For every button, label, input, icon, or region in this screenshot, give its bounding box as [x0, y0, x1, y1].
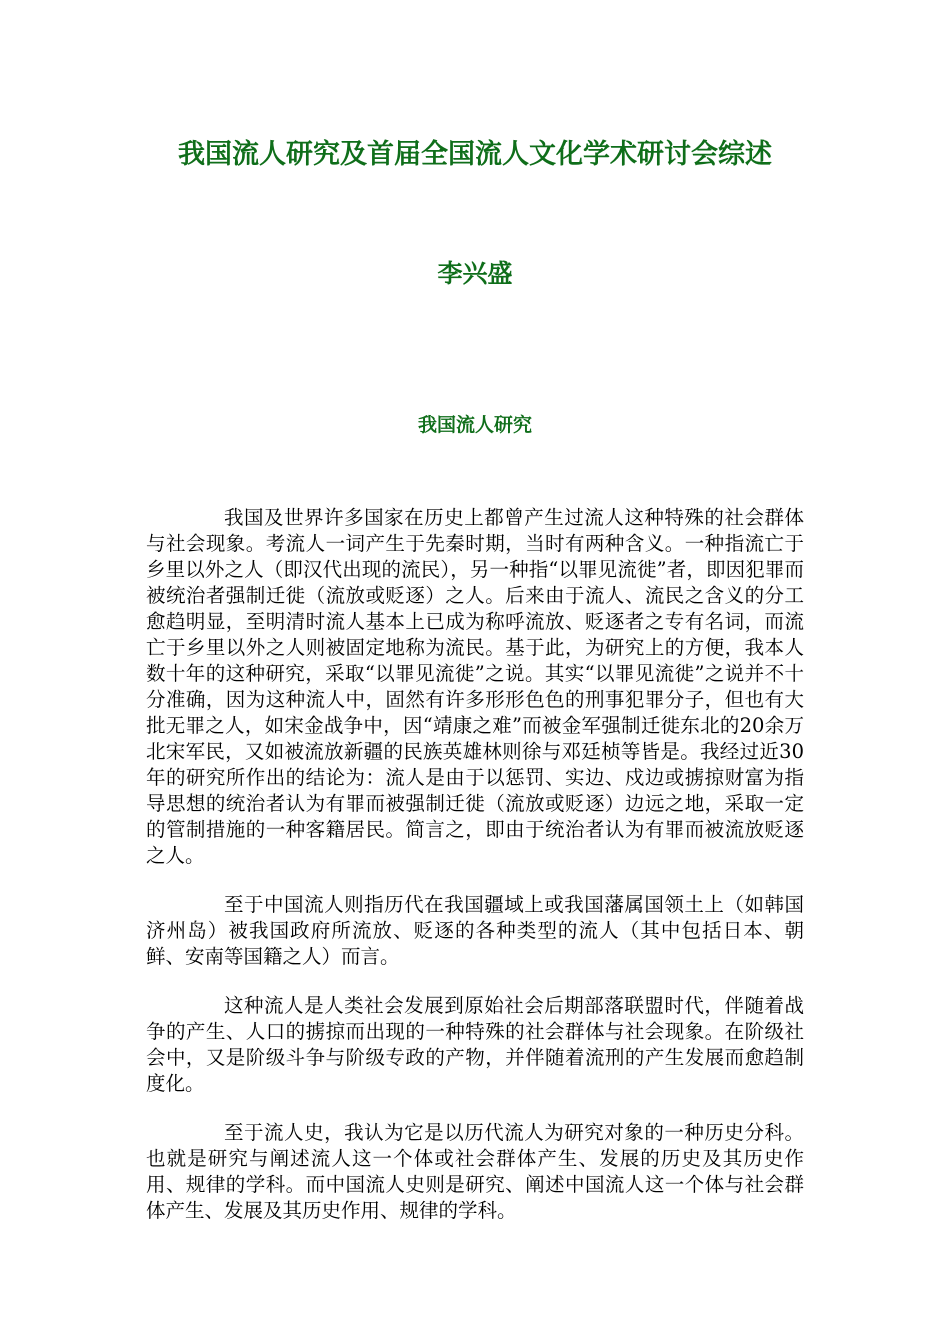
paragraph: 这种流人是人类社会发展到原始社会后期部落联盟时代，伴随着战争的产生、人口的掳掠而出现的一种特殊的社会群体与社会现象。在阶级社会中，又是阶级斗争与阶级专政的产物，并伴随着流刑的产生发展而愈趋制度化。 — [146, 994, 804, 1095]
document-title: 我国流人研究及首届全国流人文化学术研讨会综述 — [178, 139, 772, 170]
paragraph: 至于流人史，我认为它是以历代流人为研究对象的一种历史分科。也就是研究与阐述流人这一个体或社会群体产生、发展的历史及其历史作用、规律的学科。而中国流人史则是研究、阐述中国流人这一个体与社会群体产生、发展及其历史作用、规律的学科。 — [146, 1121, 804, 1222]
paragraph: 至于中国流人则指历代在我国疆域上或我国藩属国领土上（如韩国济州岛）被我国政府所流放、贬逐的各种类型的流人（其中包括日本、朝鲜、安南等国籍之人）而言。 — [146, 893, 804, 968]
document-body — [146, 505, 804, 1247]
paragraph: 我国及世界许多国家在历史上都曾产生过流人这种特殊的社会群体与社会现象。考流人一词产生于先秦时期，当时有两种含义。一种指流亡于乡里以外之人（即汉代出现的流民），另一种指“以罪见流徙”者，即因犯罪而被统治者强制迁徙（流放或贬逐）之人。后来由于流人、流民之含义的分工愈趋明显，至明清时流人基本上已成为称呼流放、贬逐者之专有名词，而流亡于乡里以外之人则被固定地称为流民。基于此，为研究上的方便，我本人数十年的这种研究，采取“以罪见流徙”之说。其实“以罪见流徙”之说并不十分准确，因为这种流人中，固然有许多形形色色的刑事犯罪分子，但也有大批无罪之人，如宋金战争中，因“靖康之难”而被金军强制迁徙东北的20余万北宋军民，又如被流放新疆的民族英雄林则徐与邓廷桢等皆是。我经过近30年的研究所作出的结论为：流人是由于以惩罚、实边、戍边或掳掠财富为指导思想的统治者认为有罪而被强制迁徙（流放或贬逐）边远之地，采取一定的管制措施的一种客籍居民。简言之，即由于统治者认为有罪而被流放贬逐之人。 — [146, 506, 804, 867]
section-heading: 我国流人研究 — [417, 414, 532, 436]
author-name: 李兴盛 — [437, 259, 513, 288]
